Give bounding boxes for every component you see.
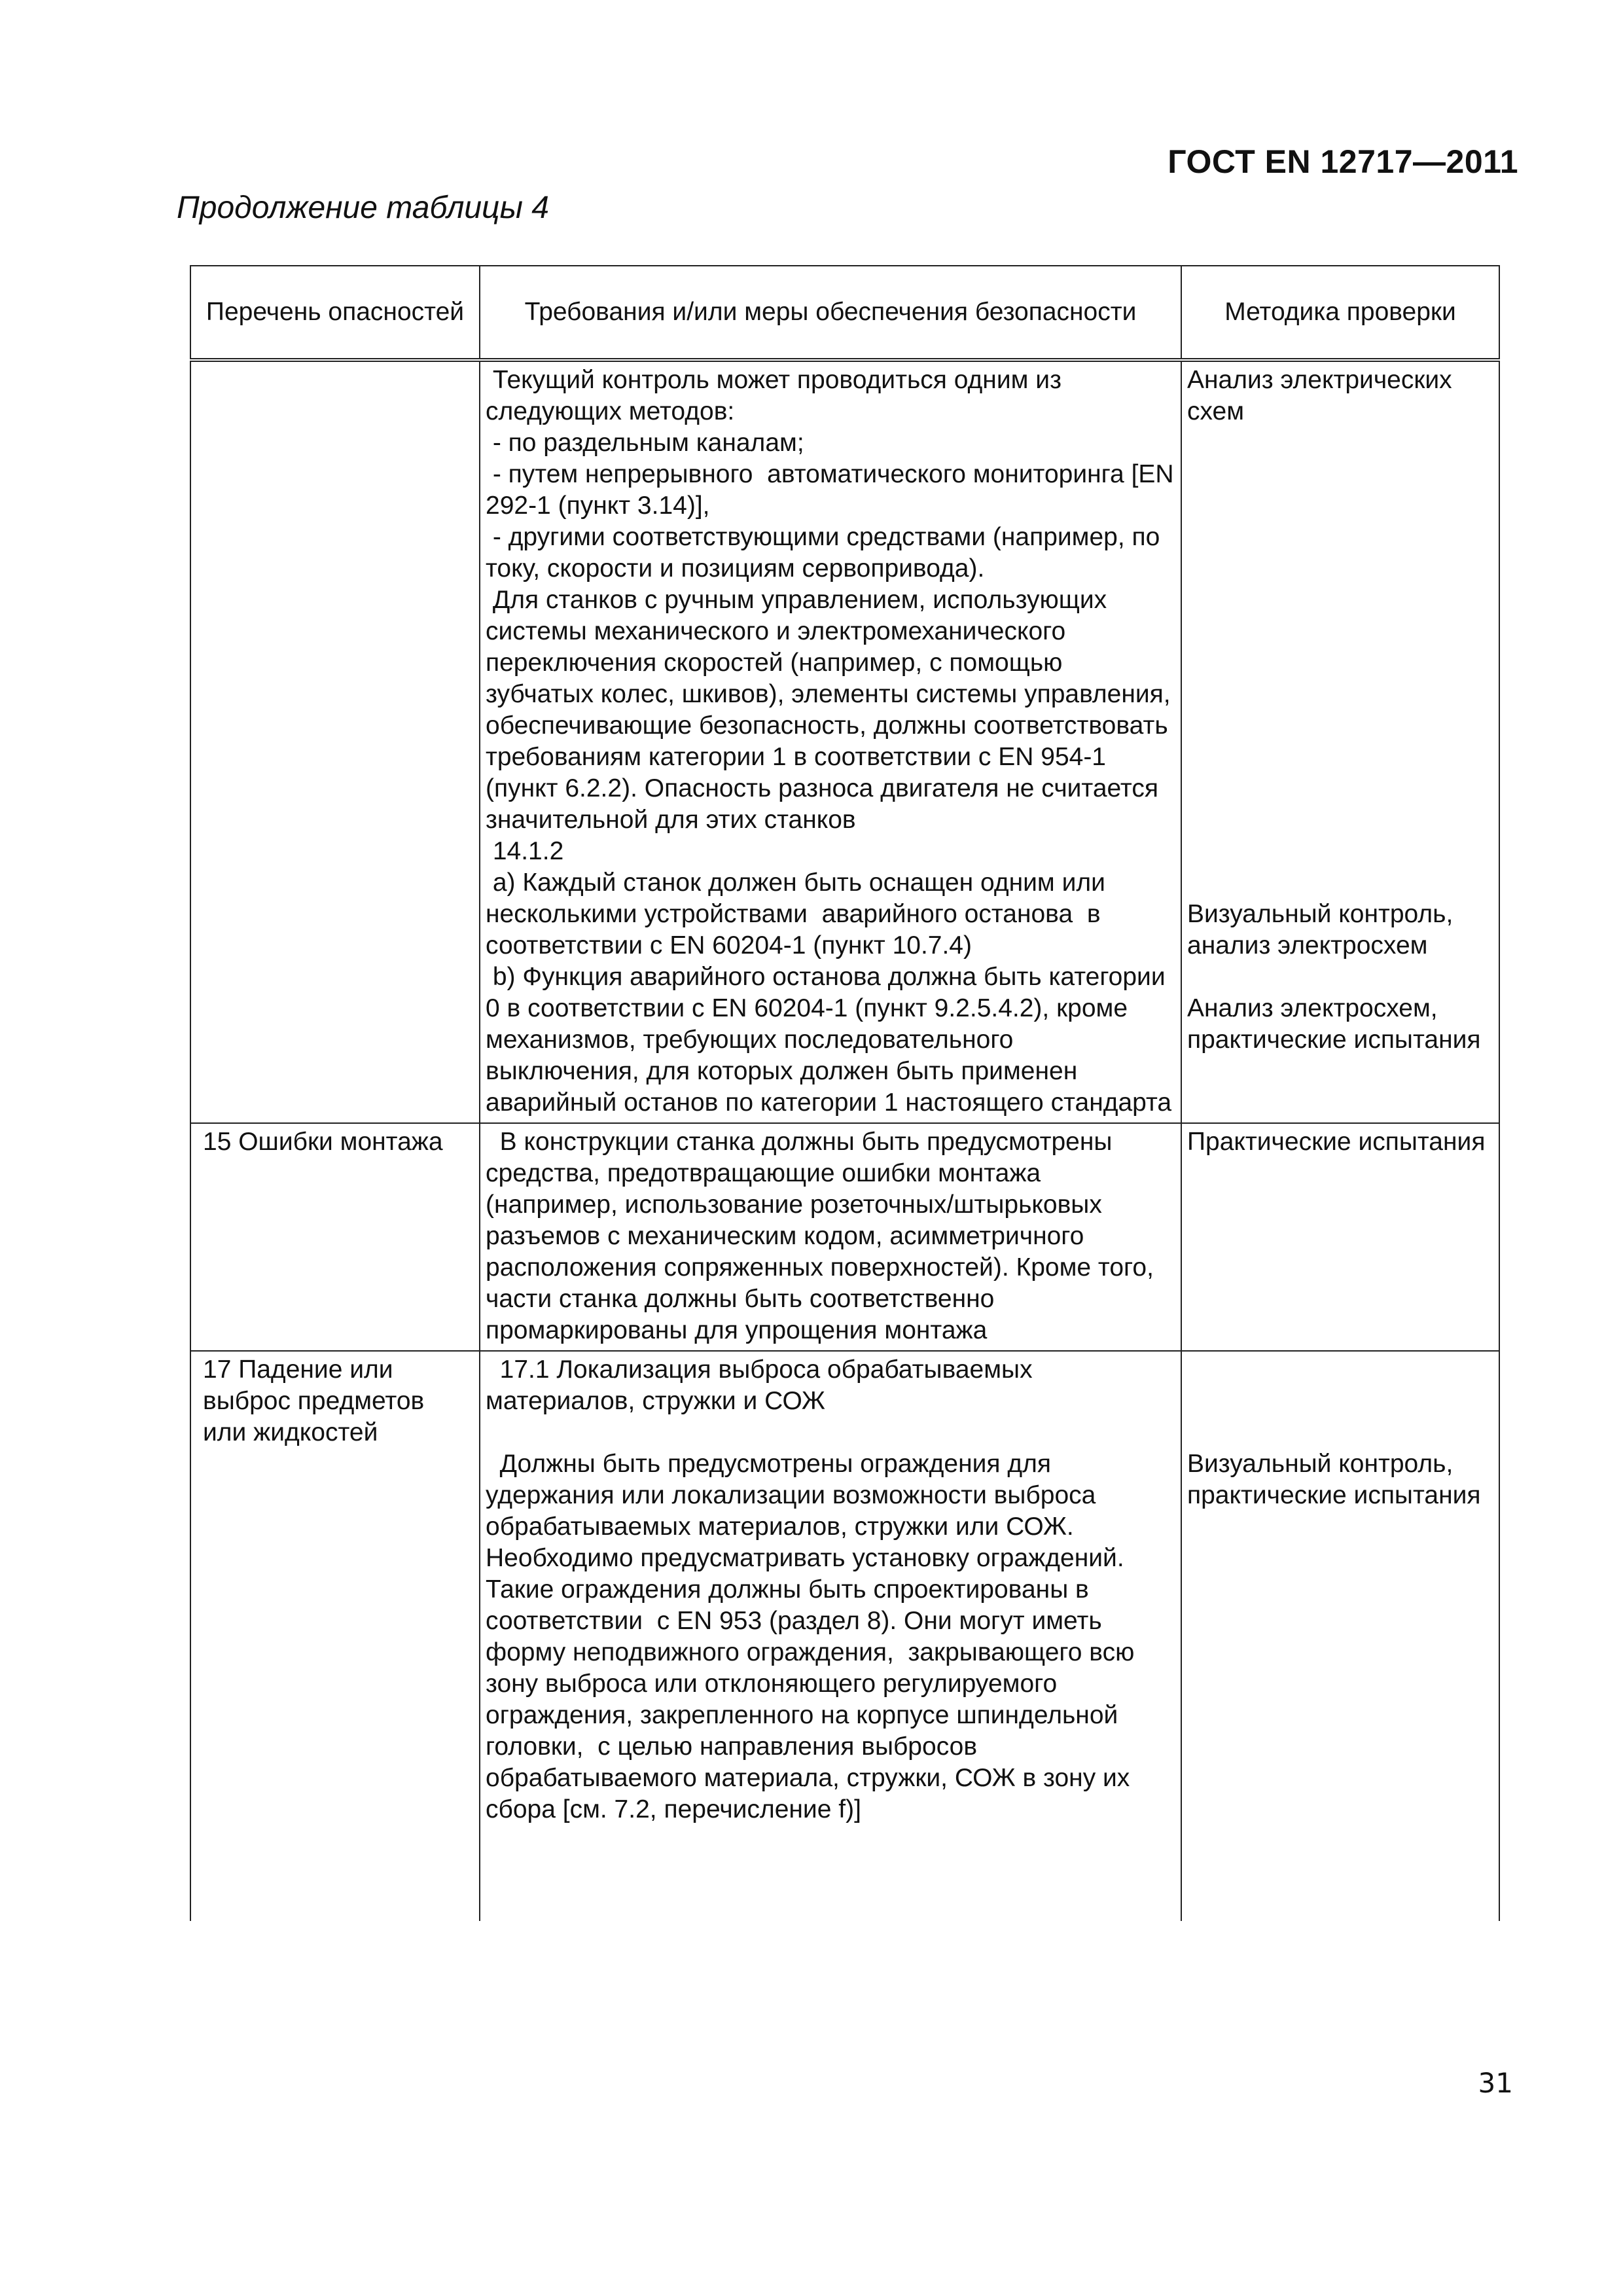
table-header-row: [190, 266, 1499, 360]
verification-method: Практические испытания: [1187, 1128, 1486, 1156]
requirement-paragraph: Для станков с ручным управлением, использующих системы механического и электромеханического переключения скоростей (например, с помощью зубчатых колес, шкивов), элементы системы управления, обеспечивающие безопасность, должны соответствовать требованиям категории 1 в соответствии с EN 954-1 (пункт 6.2.2). Опасность разноса двигателя не считается значительной для этих станков: [486, 586, 1178, 834]
verification-method: Визуальный контроль, практические испытания: [1187, 1450, 1481, 1509]
requirement-paragraph: a) Каждый станок должен быть оснащен одним или несколькими устройствами аварийного останова в соответствии с EN 60204-1 (пункт 10.7.4): [486, 869, 1113, 960]
hazard-cell: [190, 360, 480, 1123]
verification-method: Визуальный контроль, анализ электросхем: [1187, 900, 1461, 960]
clause-heading: 17.1 Локализация выброса обрабатываемых материалов, стружки и СОЖ: [486, 1355, 1040, 1415]
requirement-paragraph: Текущий контроль может проводиться одним из следующих методов:: [486, 366, 1069, 425]
requirements-cell: [480, 360, 1181, 1123]
hazard-cell: [190, 1123, 480, 1351]
requirements-cell: [480, 1351, 1181, 1921]
table-row: [190, 360, 1499, 1123]
column-header-verification: Методика проверки: [1181, 266, 1499, 360]
verification-cell: [1181, 1123, 1499, 1351]
table-row: [190, 1123, 1499, 1351]
table-row: [190, 1351, 1499, 1921]
verification-cell: [1181, 360, 1499, 1123]
requirement-paragraph: - другими соответствующими средствами (например, по току, скорости и позициям сервопривода).: [486, 523, 1168, 583]
column-header-hazards: Перечень опасностей: [190, 266, 480, 360]
page-number: 31: [1478, 2067, 1513, 2099]
hazard-text: 17 Падение или выброс предметов или жидкостей: [203, 1355, 432, 1446]
requirement-paragraph: b) Функция аварийного останова должна быть категории 0 в соответствии с EN 60204-1 (пункт 9.2.5.4.2), кроме механизмов, требующих последовательного выключения, для которых должен быть применен аварийный останов по категории 1 настоящего стандарта: [486, 963, 1173, 1117]
clause-number: 14.1.2: [486, 837, 564, 865]
requirement-paragraph: - путем непрерывного автоматического мониторинга [EN 292-1 (пункт 3.14)],: [486, 460, 1181, 520]
requirement-paragraph: Должны быть предусмотрены ограждения для удержания или локализации возможности выброса обрабатываемых материалов, стружки или СОЖ. Необходимо предусматривать установку ограждений. Такие ограждения должны быть спроектированы в соответствии с EN 953 (раздел 8). Они могут иметь форму неподвижного ограждения, закрывающего всю зону выброса или отклоняющего регулируемого ограждения, закрепленного на корпусе шпиндельной головки, с целью направления выбросов обрабатываемого материала, стружки, СОЖ в зону их сбора [см. 7.2, перечисление f)]: [486, 1450, 1142, 1823]
hazard-cell: [190, 1351, 480, 1921]
hazard-text: 15 Ошибки монтажа: [203, 1128, 443, 1156]
verification-method: Анализ электросхем, практические испытания: [1187, 994, 1481, 1054]
requirement-paragraph: В конструкции станка должны быть предусмотрены средства, предотвращающие ошибки монтажа (например, использование розеточных/штырьковых разъемов с механическим кодом, асимметричного расположения сопряженных поверхностей). Кроме того, части станка должны быть соответственно промаркированы для упрощения монтажа: [486, 1128, 1161, 1344]
verification-cell: [1181, 1351, 1499, 1921]
requirements-table: [190, 265, 1500, 1921]
standard-title: ГОСТ EN 12717—2011: [1168, 143, 1518, 180]
column-header-requirements: Требования и/или меры обеспечения безопасности: [480, 266, 1181, 360]
verification-method: Анализ электрических схем: [1187, 366, 1459, 425]
table-caption: Продолжение таблицы 4: [177, 190, 549, 225]
requirements-cell: [480, 1123, 1181, 1351]
requirement-paragraph: - по раздельным каналам;: [486, 429, 804, 457]
